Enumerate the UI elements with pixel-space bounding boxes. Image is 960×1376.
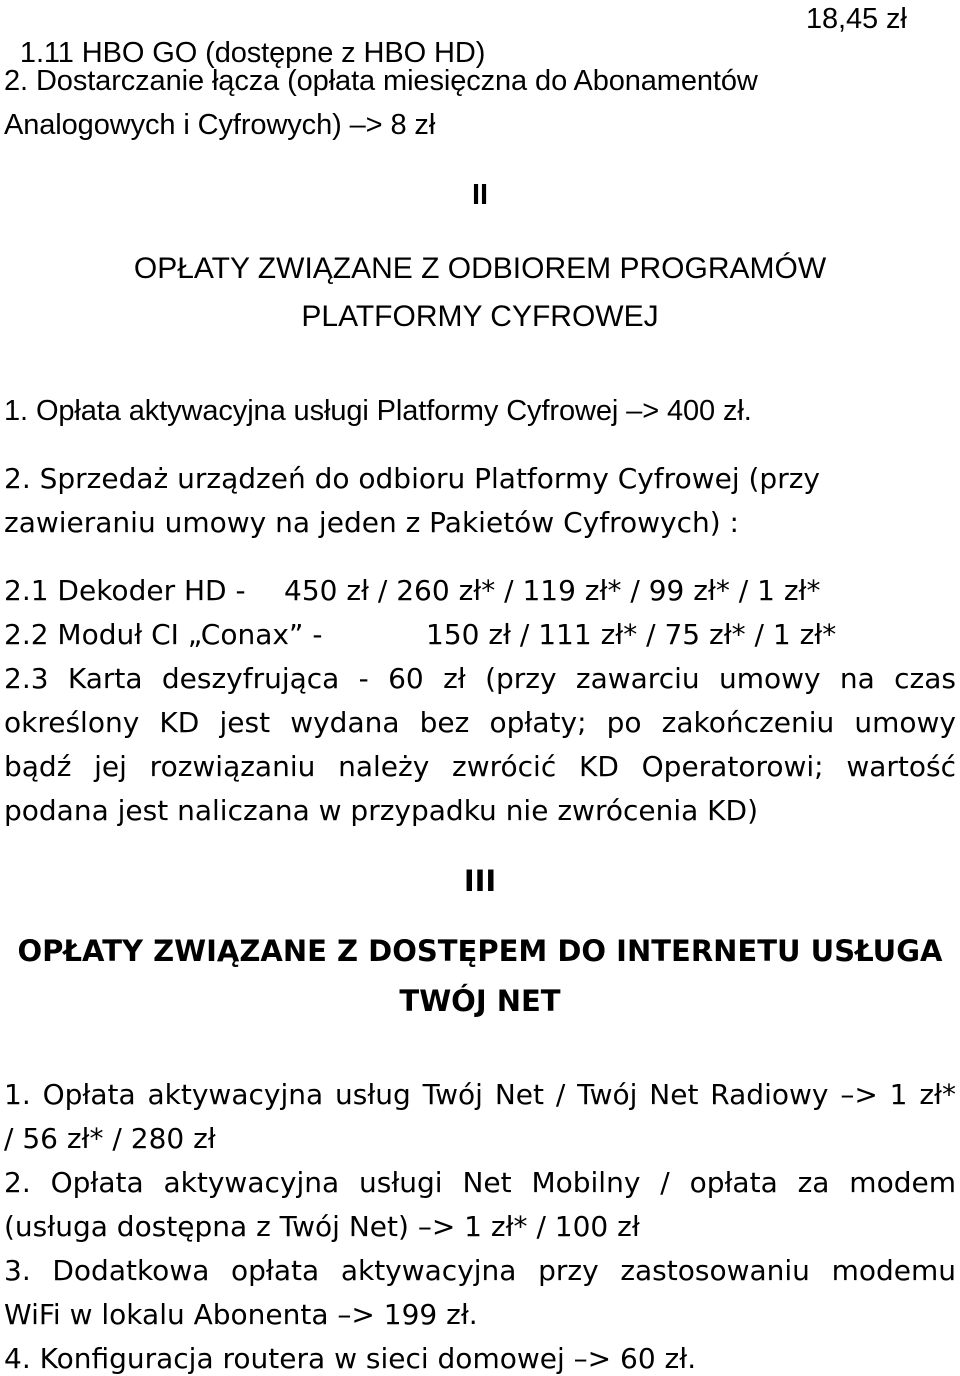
item-2-2-prices: 150 zł / 111 zł* / 75 zł* / 1 zł* bbox=[426, 618, 837, 651]
section-2-item-2-line-1: 2. Sprzedaż urządzeń do odbioru Platformy Cyfrowej (przy bbox=[4, 462, 820, 495]
item-2-3-line-2: określony KD jest wydana bez opłaty; po zakończeniu umowy bbox=[4, 706, 956, 739]
item-2-1-label: 2.1 Dekoder HD - bbox=[4, 574, 246, 607]
hbo-go-line bbox=[4, 2, 485, 70]
item-2-2-label: 2.2 Moduł CI „Conax” - bbox=[4, 618, 323, 651]
section-3-title-line-2: TWÓJ NET bbox=[399, 984, 561, 1018]
section-3-item-3-line-1: 3. Dodatkowa opłata aktywacyjna przy zastosowaniu modemu bbox=[4, 1254, 956, 1287]
section-2-item-2-line-2: zawieraniu umowy na jeden z Pakietów Cyfrowych) : bbox=[4, 506, 739, 539]
item-2-1-prices: 450 zł / 260 zł* / 119 zł* / 99 zł* / 1 zł* bbox=[284, 574, 821, 607]
section-3-item-2-line-2: (usługa dostępna z Twój Net) –> 1 zł* / 100 zł bbox=[4, 1210, 640, 1243]
section-3-item-4: 4. Konfiguracja routera w sieci domowej –> 60 zł. bbox=[4, 1342, 697, 1375]
delivery-line-2: Analogowych i Cyfrowych) –> 8 zł bbox=[4, 109, 436, 141]
section-2-item-1: 1. Opłata aktywacyjna usługi Platformy Cyfrowej –> 400 zł. bbox=[4, 395, 752, 427]
section-3-roman: III bbox=[463, 864, 497, 898]
hbo-go-price: 18,45 zł bbox=[806, 3, 907, 35]
section-3-title-line-1: OPŁATY ZWIĄZANE Z DOSTĘPEM DO INTERNETU USŁUGA bbox=[17, 934, 943, 968]
section-3-item-1-line-2: / 56 zł* / 280 zł bbox=[4, 1122, 216, 1155]
section-2-roman: II bbox=[471, 179, 489, 211]
delivery-line-1: 2. Dostarczanie łącza (opłata miesięczna do Abonamentów bbox=[4, 65, 758, 97]
section-3-item-1-line-1: 1. Opłata aktywacyjna usług Twój Net / Twój Net Radiowy –> 1 zł* bbox=[4, 1078, 956, 1111]
section-3-item-2-line-1: 2. Opłata aktywacyjna usługi Net Mobilny / opłata za modem bbox=[4, 1166, 956, 1199]
section-3-item-3-line-2: WiFi w lokalu Abonenta –> 199 zł. bbox=[4, 1298, 478, 1331]
section-2-title-line-1: OPŁATY ZWIĄZANE Z ODBIOREM PROGRAMÓW bbox=[133, 252, 827, 285]
item-2-3-line-3: bądź jej rozwiązaniu należy zwrócić KD Operatorowi; wartość bbox=[4, 750, 956, 783]
hbo-go-label: 1.11 HBO GO (dostępne z HBO HD) bbox=[19, 37, 486, 69]
item-2-3-line-1: 2.3 Karta deszyfrująca - 60 zł (przy zawarciu umowy na czas bbox=[4, 662, 956, 695]
item-2-3-line-4: podana jest naliczana w przypadku nie zwrócenia KD) bbox=[4, 794, 759, 827]
section-2-title-line-2: PLATFORMY CYFROWEJ bbox=[301, 300, 659, 333]
